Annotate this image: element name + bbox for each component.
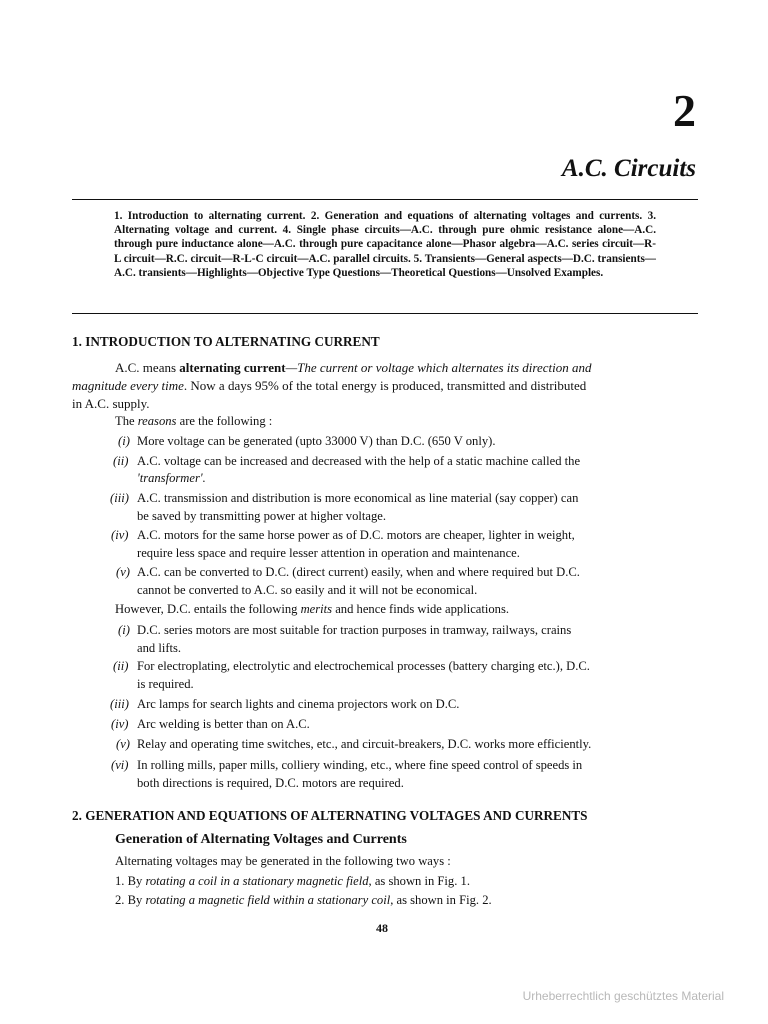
generation-way: 2. By rotating a magnetic field within a stationary coil, as shown in Fig. 2.: [115, 893, 492, 907]
merit-num: (iii): [110, 697, 129, 711]
merit-num: (i): [118, 623, 130, 637]
section-2-heading: 2. GENERATION AND EQUATIONS OF ALTERNATING VOLTAGES AND CURRENTS: [72, 808, 588, 823]
reason-num: (v): [116, 565, 130, 579]
merit-line: For electroplating, electrolytic and electrochemical processes (battery charging etc.), D.C.: [137, 659, 590, 673]
generation-way: 1. By rotating a coil in a stationary magnetic field, as shown in Fig. 1.: [115, 874, 470, 888]
reason-line: require less space and require lesser attention in operation and maintenance.: [137, 546, 520, 560]
merit-line: Relay and operating time switches, etc., and circuit-breakers, D.C. works more efficiently.: [137, 737, 592, 751]
merit-line: both directions is required, D.C. motors are required.: [137, 776, 404, 790]
reason-num: (ii): [113, 454, 129, 468]
reason-num: (i): [118, 434, 130, 448]
watermark: Urheberrechtlich geschütztes Material: [522, 989, 724, 1003]
reason-num: (iii): [110, 491, 129, 505]
merit-line: Arc welding is better than on A.C.: [137, 717, 310, 731]
reason-line: A.C. voltage can be increased and decreased with the help of a static machine called the: [137, 454, 581, 468]
merit-num: (vi): [111, 758, 129, 772]
reason-line: 'transformer'.: [137, 471, 206, 485]
top-rule: [72, 199, 698, 200]
reason-line: A.C. transmission and distribution is more economical as line material (say copper) can: [137, 491, 579, 505]
section-1-heading: 1. INTRODUCTION TO ALTERNATING CURRENT: [72, 334, 380, 349]
intro-line-2: magnitude every time. Now a days 95% of the total energy is produced, transmitted and distributed: [72, 378, 587, 393]
reason-line: be saved by transmitting power at higher voltage.: [137, 509, 387, 523]
merit-line: D.C. series motors are most suitable for traction purposes in tramway, railways, crains: [137, 623, 572, 637]
section-2-subheading: Generation of Alternating Voltages and Currents: [115, 832, 407, 847]
reason-line: A.C. motors for the same horse power as of D.C. motors are cheaper, lighter in weight,: [137, 528, 575, 542]
reasons-intro: The reasons are the following :: [115, 414, 273, 428]
reason-num: (iv): [111, 528, 129, 542]
intro-line-3: in A.C. supply.: [72, 396, 150, 411]
page-number: 48: [376, 921, 388, 935]
merit-line: is required.: [137, 677, 194, 691]
chapter-number: 2: [673, 85, 696, 136]
merit-num: (v): [116, 737, 130, 751]
chapter-title: A.C. Circuits: [561, 155, 696, 182]
merits-intro: However, D.C. entails the following merits and hence finds wide applications.: [115, 602, 510, 616]
intro-line-1: A.C. means alternating current—The current or voltage which alternates its direction and: [115, 360, 592, 375]
merit-num: (ii): [113, 659, 129, 673]
merit-line: In rolling mills, paper mills, colliery winding, etc., where fine speed control of speeds in: [137, 758, 583, 772]
merit-line: Arc lamps for search lights and cinema projectors work on D.C.: [137, 697, 460, 711]
reason-line: More voltage can be generated (upto 33000 V) than D.C. (650 V only).: [137, 434, 496, 448]
bottom-rule: [72, 313, 698, 314]
merit-line: and lifts.: [137, 641, 182, 655]
section-2-intro: Alternating voltages may be generated in the following two ways :: [115, 854, 451, 868]
merit-num: (iv): [111, 717, 129, 731]
reason-line: A.C. can be converted to D.C. (direct current) easily, when and where required but D.C.: [137, 565, 580, 579]
chapter-contents: 1. Introduction to alternating current. 2. Generation and equations of alternating voltages and currents. 3. Alternating voltage and current. 4. Single phase circuits—A.C. through pure ohmic resistance alone—A.C. through pure inductance alone—A.C. through pure capacitance alone—Phasor algebra—A.C. series circuit—R-L circuit—R.C. circuit—R-L-C circuit—A.C. parallel circuits. 5. Transients—General aspects—D.C. transients—A.C. transients—Highlights—Objective Type Questions—Theoretical Questions—Unsolved Examples.: [114, 210, 656, 279]
reason-line: cannot be converted to A.C. so easily and it will not be economical.: [137, 583, 478, 597]
